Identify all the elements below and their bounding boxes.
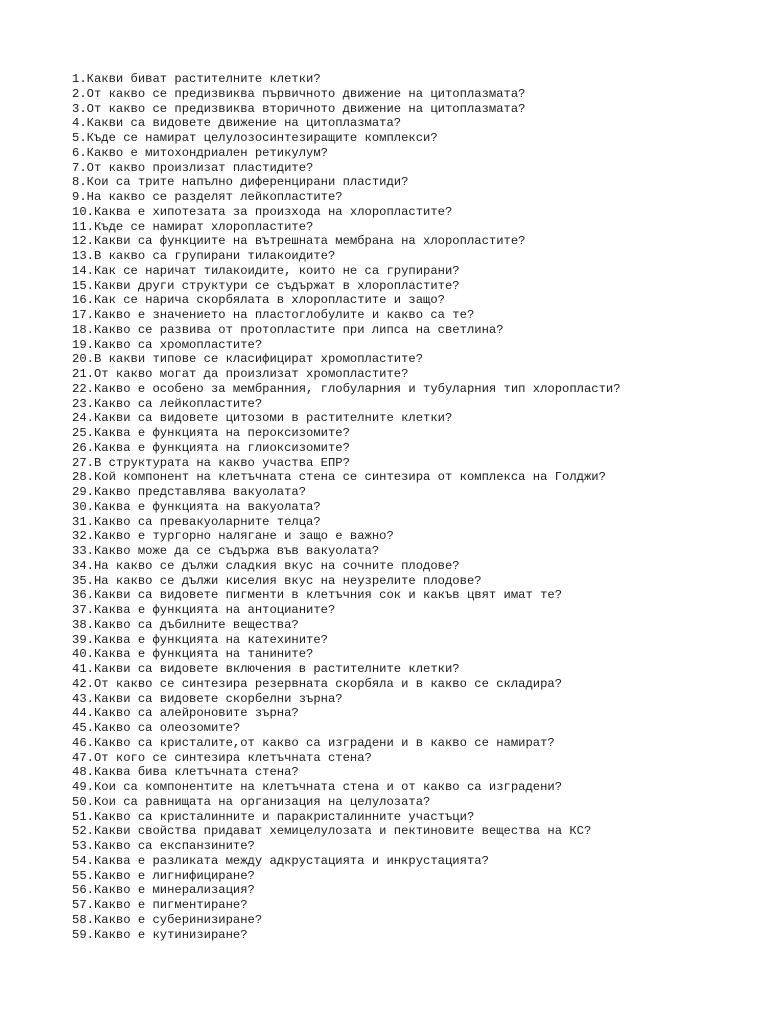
- question-item: 47.От кого се синтезира клетъчната стена?: [72, 750, 372, 765]
- question-item: 5.Къде се намират целулозосинтезиращите комплекси?: [72, 131, 438, 145]
- question-item: 9.На какво се разделят лейкопластите?: [72, 190, 343, 204]
- question-item: 8.Кои са трите напълно диференцирани пластиди?: [72, 175, 409, 190]
- question-item: 16.Как се нарича скорбялата в хлоропластите и защо?: [72, 293, 445, 308]
- question-item: 14.Как се наричат тилакоидите, които не са групирани?: [72, 263, 460, 278]
- question-item: 50.Кои са равнищата на организация на целулозата?: [72, 794, 431, 809]
- question-item: 28.Кой компонент на клетъчната стена се синтезира от комплекса на Голджи?: [72, 470, 606, 485]
- question-item: 30.Каква е функцията на вакуолата?: [72, 499, 321, 514]
- question-item: 21.От какво могат да произлизат хромопластите?: [72, 367, 409, 381]
- question-item: 51.Какво са кристалинните и паракристалинните участъци?: [72, 809, 475, 824]
- question-item: 46.Какво са кристалите,от какво са изградени и в какво се намират?: [72, 735, 555, 750]
- question-item: 43.Какви са видовете скорбелни зърна?: [72, 691, 343, 706]
- question-item: 45.Какво са олеозомите?: [72, 721, 241, 735]
- question-item: 57.Какво е пигментиране?: [72, 898, 248, 912]
- question-item: 19.Какво са хромопластите?: [72, 337, 263, 352]
- question-item: 1.Какви биват растителните клетки?: [72, 72, 321, 86]
- question-item: 37.Каква е функцията на антоцианите?: [72, 603, 336, 617]
- question-item: 59.Какво е кутинизиране?: [72, 927, 248, 942]
- question-item: 13.В какво са групирани тилакоидите?: [72, 249, 336, 263]
- question-item: 48.Каква бива клетъчната стена?: [72, 765, 299, 780]
- question-item: 38.Какво са дъбилните вещества?: [72, 617, 299, 632]
- question-item: 2.От какво се предизвиква първичното движение на цитоплазмата?: [72, 86, 526, 101]
- question-item: 29.Какво представлява вакуолата?: [72, 485, 307, 499]
- question-item: 54.Каква е разликата между адкрустацията и инкрустацията?: [72, 853, 489, 868]
- question-item: 49.Кои са компонентите на клетъчната стена и от какво са изградени?: [72, 780, 563, 794]
- question-item: 44.Какво са алейроновите зърна?: [72, 706, 299, 721]
- question-item: 39.Каква е функцията на катехините?: [72, 632, 328, 647]
- question-item: 33.Какво може да се съдържа във вакуолата?: [72, 544, 380, 558]
- question-item: 26.Каква е функцията на глиоксизомите?: [72, 440, 350, 455]
- question-item: 58.Какво е суберинизиране?: [72, 912, 263, 927]
- question-item: 6.Какво е митохондриален ретикулум?: [72, 145, 328, 160]
- question-item: 24.Какви са видовете цитозоми в растителните клетки?: [72, 411, 453, 426]
- question-item: 36.Какви са видовете пигменти в клетъчния сок и какъв цвят имат те?: [72, 588, 563, 603]
- question-item: 53.Какво са експанзините?: [72, 839, 255, 853]
- question-item: 20.В какви типове се класифицират хромопластите?: [72, 352, 424, 367]
- question-item: 32.Какво е тургорно налягане и защо е важно?: [72, 529, 394, 544]
- question-item: 41.Какви са видовете включения в растителните клетки?: [72, 662, 460, 676]
- question-item: 23.Какво са лейкопластите?: [72, 396, 263, 411]
- question-item: 42.От какво се синтезира резервната скорбяла и в какво се складира?: [72, 676, 563, 691]
- question-item: 4.Какви са видовете движение на цитоплазмата?: [72, 116, 402, 131]
- question-list: [72, 72, 752, 942]
- question-item: 31.Какво са превакуоларните телца?: [72, 514, 321, 529]
- question-item: 55.Какво е лигнифициране?: [72, 868, 255, 883]
- question-item: 34.На какво се дължи сладкия вкус на сочните плодове?: [72, 558, 460, 573]
- question-item: 10.Каква е хипотезата за произхода на хлоропластите?: [72, 204, 453, 219]
- question-item: 7.От какво произлизат пластидите?: [72, 160, 314, 175]
- question-item: 52.Какви свойства придават хемицелулозата и пектиновите вещества на КС?: [72, 824, 592, 839]
- question-item: 25.Каква е функцията на пероксизомите?: [72, 426, 350, 440]
- question-item: 11.Къде се намират хлоропластите?: [72, 219, 314, 234]
- question-item: 12.Какви са функциите на вътрешната мембрана на хлоропластите?: [72, 234, 526, 249]
- question-item: 18.Какво се развива от протопластите при липса на светлина?: [72, 322, 504, 337]
- question-item: 17.Какво е значението на пластоглобулите и какво са те?: [72, 308, 475, 322]
- question-item: 27.В структурата на какво участва ЕПР?: [72, 455, 350, 470]
- question-item: 35.На какво се дължи киселия вкус на неузрелите плодове?: [72, 573, 482, 588]
- question-item: 15.Какви други структури се съдържат в хлоропластите?: [72, 278, 460, 293]
- question-item: 22.Какво е особено за мембранния, глобуларния и тубуларния тип хлоропласти?: [72, 381, 621, 396]
- question-item: 56.Какво е минерализация?: [72, 883, 255, 898]
- question-item: 3.От какво се предизвиква вторичното движение на цитоплазмата?: [72, 101, 526, 116]
- question-item: 40.Каква е функцията на танините?: [72, 647, 314, 662]
